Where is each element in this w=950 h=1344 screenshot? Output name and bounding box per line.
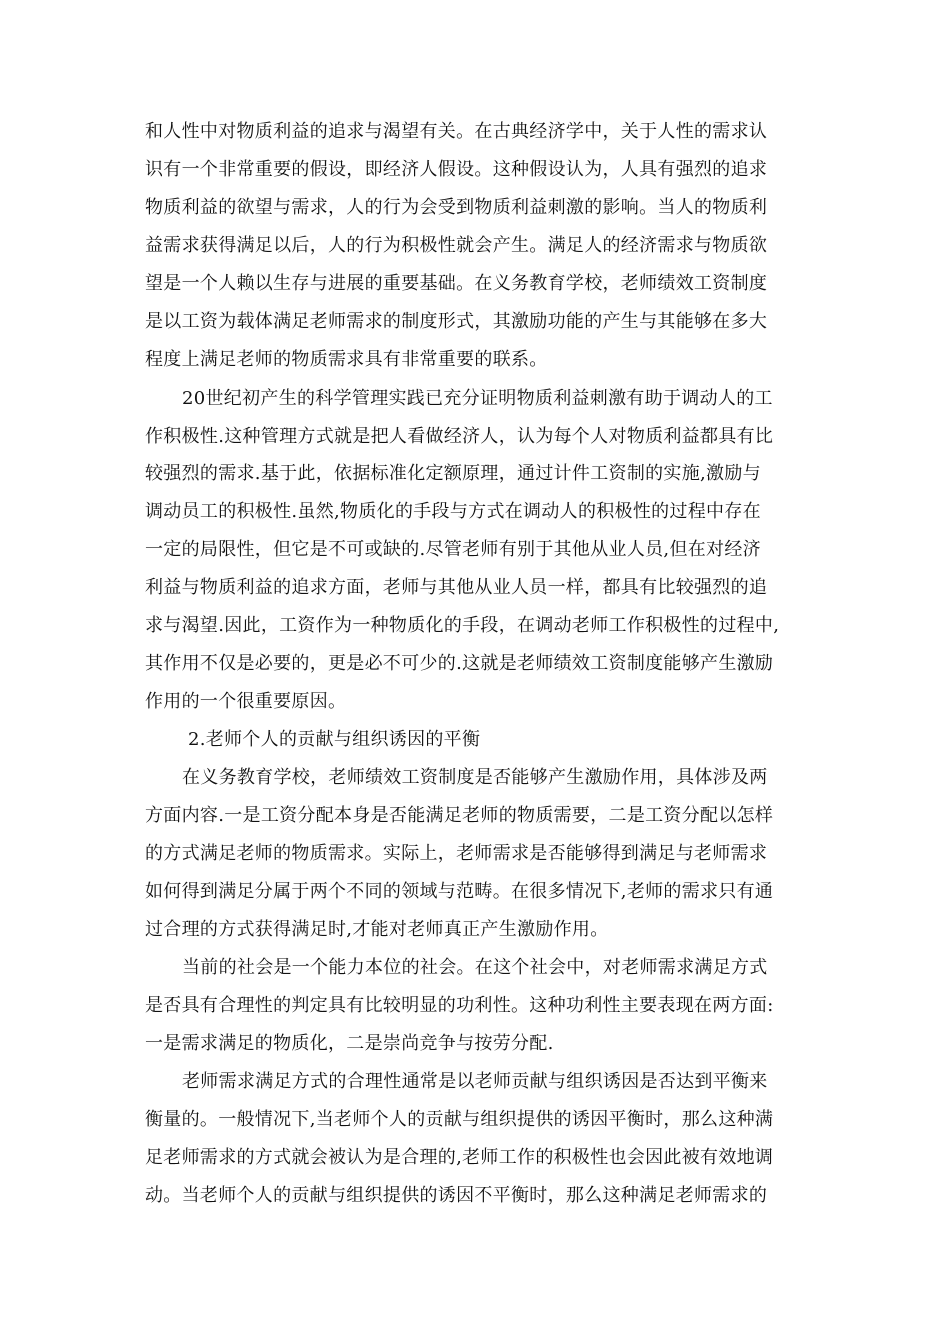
text-line: 如何得到满足分属于两个不同的领域与范畴。在很多情况下,老师的需求只有通	[145, 881, 774, 902]
text-line: 利益与物质利益的追求方面，老师与其他从业人员一样，都具有比较强烈的追	[145, 577, 768, 598]
text-line: 过合理的方式获得满足时,才能对老师真正产生激励作用。	[145, 919, 609, 940]
text-line: 程度上满足老师的物质需求具有非常重要的联系。	[145, 349, 548, 370]
text-line: 是以工资为载体满足老师需求的制度形式，其激励功能的产生与其能够在多大	[145, 311, 768, 332]
text-line: 方面内容.一是工资分配本身是否能满足老师的物质需要，二是工资分配以怎样	[145, 805, 774, 826]
section-heading: 2.老师个人的贡献与组织诱因的平衡	[188, 729, 481, 750]
paragraph-first-line: 当前的社会是一个能力本位的社会。在这个社会中，对老师需求满足方式	[182, 957, 768, 978]
text-line: 衡量的。一般情况下,当老师个人的贡献与组织提供的诱因平衡时，那么这种满	[145, 1109, 774, 1130]
text-line: 其作用不仅是必要的，更是必不可少的.这就是老师绩效工资制度能够产生激励	[145, 653, 774, 674]
text-line: 一是需求满足的物质化，二是崇尚竞争与按劳分配.	[145, 1033, 554, 1054]
paragraph-first-line: 20世纪初产生的科学管理实践已充分证明物质利益刺激有助于调动人的工	[182, 388, 773, 409]
text-line: 物质利益的欲望与需求，人的行为会受到物质利益刺激的影响。当人的物质利	[145, 197, 768, 218]
text-line: 动。当老师个人的贡献与组织提供的诱因不平衡时，那么这种满足老师需求的	[145, 1185, 768, 1206]
text-line: 望是一个人赖以生存与进展的重要基础。在义务教育学校，老师绩效工资制度	[145, 273, 768, 294]
text-line: 较强烈的需求.基于此，依据标准化定额原理，通过计件工资制的实施,激励与	[145, 463, 761, 484]
text-line: 益需求获得满足以后，人的行为积极性就会产生。满足人的经济需求与物质欲	[145, 235, 768, 256]
paragraph-first-line: 在义务教育学校，老师绩效工资制度是否能够产生激励作用，具体涉及两	[182, 767, 768, 788]
text-line: 和人性中对物质利益的追求与渴望有关。在古典经济学中，关于人性的需求认	[145, 121, 768, 142]
text-line: 调动员工的积极性.虽然,物质化的手段与方式在调动人的积极性的过程中存在	[145, 501, 761, 522]
text-line: 作用的一个很重要原因。	[145, 691, 347, 712]
text-line: 识有一个非常重要的假设，即经济人假设。这种假设认为，人具有强烈的追求	[145, 159, 768, 180]
paragraph-first-line: 老师需求满足方式的合理性通常是以老师贡献与组织诱因是否达到平衡来	[182, 1071, 768, 1092]
text-line: 作积极性.这种管理方式就是把人看做经济人，认为每个人对物质利益都具有比	[145, 426, 774, 447]
text-line: 是否具有合理性的判定具有比较明显的功利性。这种功利性主要表现在两方面:	[145, 995, 774, 1016]
text-line: 求与渴望.因此，工资作为一种物质化的手段，在调动老师工作积极性的过程中,	[145, 615, 780, 636]
text-line: 一定的局限性，但它是不可或缺的.尽管老师有别于其他从业人员,但在对经济	[145, 539, 761, 560]
text-line: 的方式满足老师的物质需求。实际上，老师需求是否能够得到满足与老师需求	[145, 843, 768, 864]
text-line: 足老师需求的方式就会被认为是合理的,老师工作的积极性也会因此被有效地调	[145, 1147, 774, 1168]
